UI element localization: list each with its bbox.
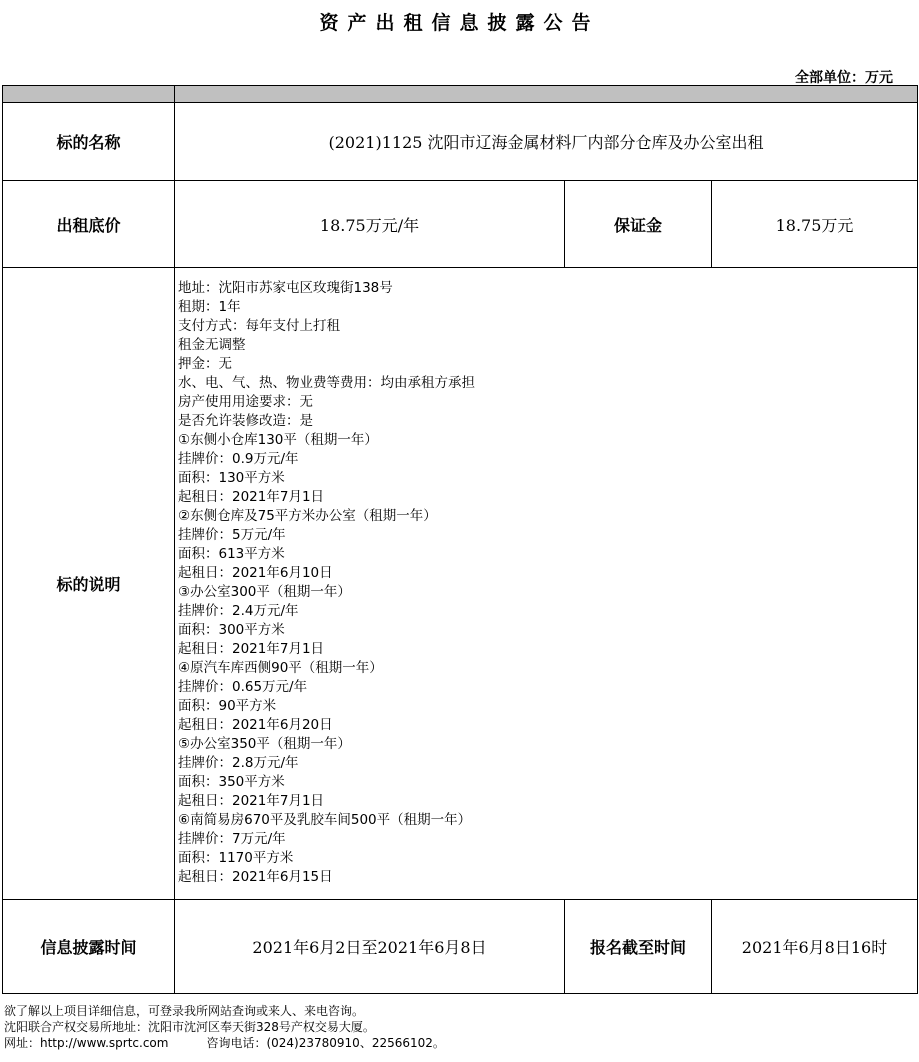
footer-website: 网址：http://www.sprtc.com (4, 1036, 169, 1050)
desc-line: ③办公室300平（租期一年） (178, 584, 351, 600)
footer-line-address: 沈阳联合产权交易所地址：沈阳市沈河区奉天街328号产权交易大厦。 (4, 1020, 375, 1034)
desc-line: 租金无调整 (178, 337, 246, 353)
desc-line: 面积：1170平方米 (178, 850, 294, 866)
description-value (175, 268, 918, 900)
table-header-bar (3, 86, 918, 103)
desc-line: 挂牌价：2.8万元/年 (178, 755, 299, 771)
desc-line: 支付方式：每年支付上打租 (178, 318, 340, 334)
desc-line: 挂牌价：5万元/年 (178, 527, 286, 543)
desc-line: 起租日：2021年7月1日 (178, 793, 325, 809)
desc-line: 是否允许装修改造：是 (178, 413, 313, 429)
desc-line: 押金：无 (178, 356, 232, 372)
name-label: 标的名称 (3, 103, 175, 181)
desc-line: ②东侧仓库及75平方米办公室（租期一年） (178, 508, 437, 524)
desc-line: 起租日：2021年6月10日 (178, 565, 333, 581)
desc-line: 租期：1年 (178, 299, 241, 315)
desc-line: 挂牌价：0.65万元/年 (178, 679, 308, 695)
name-value: (2021)1125 沈阳市辽海金属材料厂内部分仓库及办公室出租 (175, 103, 918, 181)
unit-note: 全部单位：万元 (795, 70, 893, 86)
table-row-name (3, 103, 918, 181)
deadline-value: 2021年6月8日16时 (712, 900, 918, 994)
desc-line: 面积：350平方米 (178, 774, 285, 790)
disclosure-value: 2021年6月2日至2021年6月8日 (175, 900, 565, 994)
footer-line-inquiry: 欲了解以上项目详细信息，可登录我所网站查询或来人、来电咨询。 (4, 1004, 365, 1018)
footer-line-contact (4, 1035, 445, 1051)
deadline-label: 报名截至时间 (565, 900, 712, 994)
desc-line: 面积：90平方米 (178, 698, 277, 714)
desc-line: 起租日：2021年6月20日 (178, 717, 333, 733)
desc-line: 起租日：2021年7月1日 (178, 641, 325, 657)
desc-line: 挂牌价：2.4万元/年 (178, 603, 299, 619)
table-row-price (3, 181, 918, 268)
header-cell-right (175, 86, 918, 103)
desc-line: 房产使用用途要求：无 (178, 394, 313, 410)
footer-phone: 咨询电话：(024)23780910、22566102。 (206, 1036, 445, 1050)
footer-notes (4, 1003, 445, 1051)
header-cell-left (3, 86, 175, 103)
desc-line: 起租日：2021年6月15日 (178, 869, 333, 885)
disclosure-label: 信息披露时间 (3, 900, 175, 994)
desc-line: ⑤办公室350平（租期一年） (178, 736, 351, 752)
desc-line: 挂牌价：0.9万元/年 (178, 451, 299, 467)
page-title: 资产出租信息披露公告 (319, 12, 600, 34)
price-label: 出租底价 (3, 181, 175, 268)
desc-line: 面积：130平方米 (178, 470, 285, 486)
desc-line: ④原汽车库西侧90平（租期一年） (178, 660, 383, 676)
desc-line: 面积：613平方米 (178, 546, 285, 562)
desc-line: ⑥南简易房670平及乳胶车间500平（租期一年） (178, 812, 472, 828)
table-row-dates (3, 900, 918, 994)
disclosure-table (2, 85, 918, 994)
desc-line: 挂牌价：7万元/年 (178, 831, 286, 847)
desc-line: 水、电、气、热、物业费等费用：均由承租方承担 (178, 375, 475, 391)
description-label: 标的说明 (3, 268, 175, 900)
price-value: 18.75万元/年 (175, 181, 565, 268)
desc-line: 面积：300平方米 (178, 622, 285, 638)
desc-line: 起租日：2021年7月1日 (178, 489, 325, 505)
desc-line: ①东侧小仓库130平（租期一年） (178, 432, 378, 448)
deposit-value: 18.75万元 (712, 181, 918, 268)
table-row-description (3, 268, 918, 900)
desc-line: 地址：沈阳市苏家屯区玫瑰街138号 (178, 280, 393, 296)
deposit-label: 保证金 (565, 181, 712, 268)
